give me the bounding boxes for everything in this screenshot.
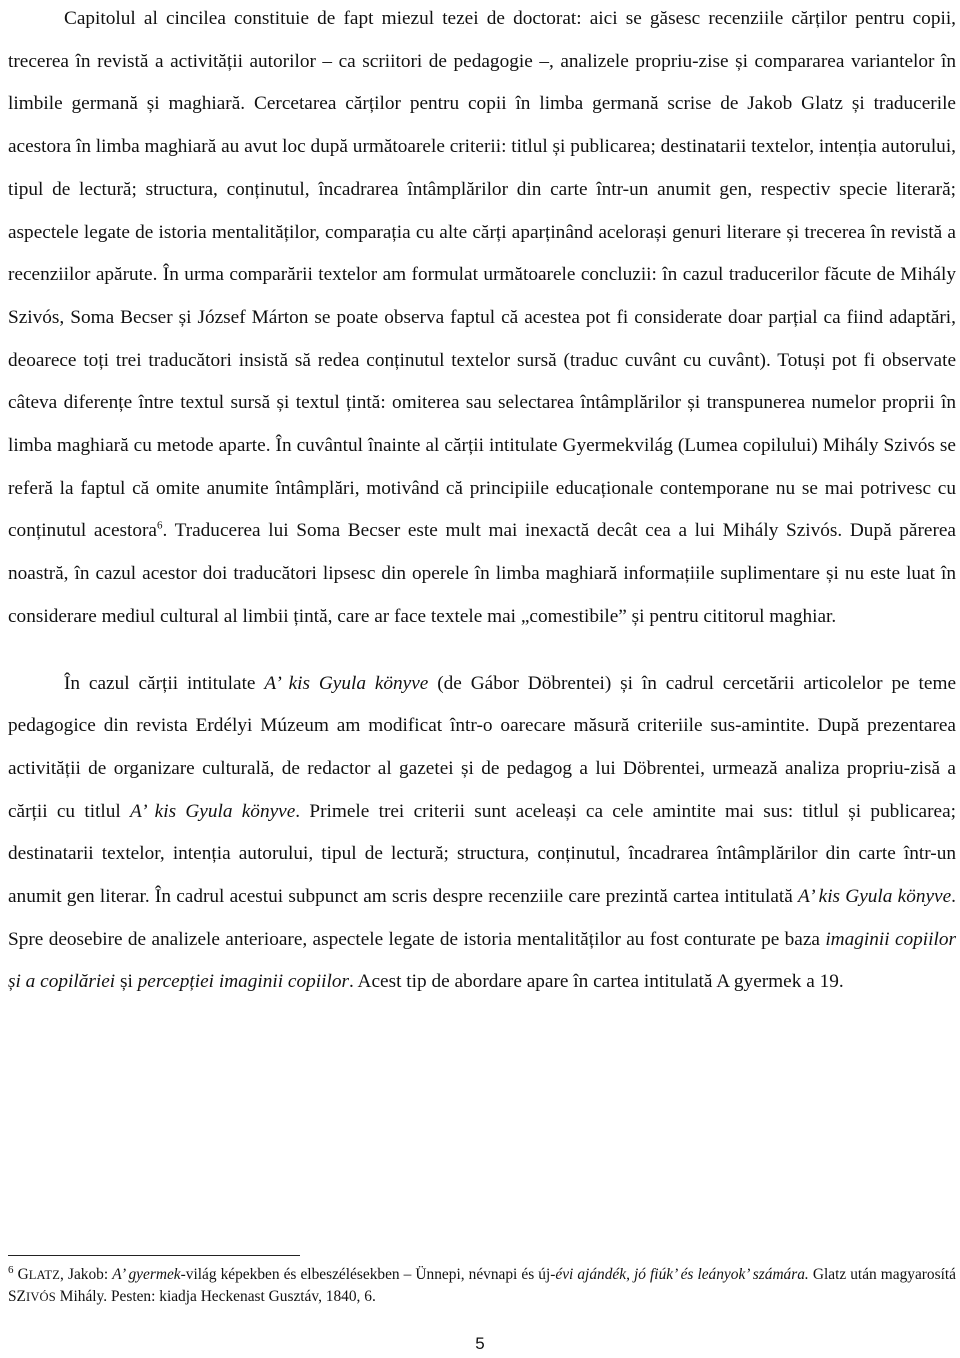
paragraph2-text-5: și <box>115 971 138 993</box>
footnote-title-italic: A’ gyermek <box>112 1266 181 1283</box>
paragraph2-text-1: În cazul cărții intitulate <box>64 672 265 694</box>
emphasis-italic: percepției imaginii copiilor <box>137 971 349 993</box>
footnote-author-initial: G <box>17 1266 29 1283</box>
paragraph2-text-6: . Acest tip de abordare apare în cartea intitulată A gyermek a 19. <box>348 971 844 993</box>
footnote-text-1: , Jakob: <box>60 1266 113 1283</box>
paragraph-dobrentei-analysis <box>8 663 956 1005</box>
emphasis-italic: imaginii copiilor și a copilăriei <box>8 928 957 993</box>
footnote-title-italic: évi ajándék, jó fiúk’ és leányok’ számára. <box>555 1266 809 1283</box>
footnote-translator-initial: SZ <box>8 1288 26 1305</box>
paragraph2-text-2: (de Gábor Döbrentei) și în cadrul cercetării articolelor pe teme pedagogice din revista Erdélyi Múzeum am modificat într-o oarecare măsură criteriile sus-amintite. După prezentarea activității de organizare culturală, de redactor al gazetei și de pedagog a lui Döbrentei, urmează analiza propriu-zisă a cărții cu titlul <box>8 672 957 822</box>
paragraph2-text-4: . Spre deosebire de analizele anterioare, aspectele legate de istoria mentalităților au fost conturate pe baza <box>8 886 956 950</box>
paragraph2-text-3: . Primele trei criterii sunt aceleași ca cele amintite mai sus: titlul și publicarea; destinatarii textelor, intenția autorului, tipul de lectură; structura, conținutul, încadrarea întâmplărilor din carte într-un anumit gen literar. În cadrul acestui subpunct am scris despre recenziile care prezintă cartea intitulată <box>8 800 956 908</box>
paragraph1-text-a: Capitolul al cincilea constituie de fapt miezul tezei de doctorat: aici se găsesc recenziile cărților pentru copii, trecerea în revistă a activității autorilor – ca scriitori de pedagogie –, analizele propriu-zise și compararea variantelor în limbile germană și maghiară. Cercetarea cărților pentru copii în limba germană scrise de Jakob Glatz și traducerile acestora în limba maghiară au avut loc după următoarele criterii: titlul și publicarea; destinatarii textelor, intenția autorului, tipul de lectură; structura, conținutul, încadrarea întâmplărilor din carte într-un anumit gen, respectiv specie literară; aspectele legate de istoria mentalităților, comparația cu alte cărți aparținând acelorași genuri literare și trecerea în revistă a recenziilor apărute. În urma comparării textelor am formulat următoarele concluzii: în cazul traducerilor făcute de Mihály Szivós, Soma Becser și József Márton se poate observa faptul că acestea pot fi considerate doar parțial ca fiind adaptări, deoarece toți trei traducători insistă să redea conținutul textelor sursă (traduc cuvânt cu cuvânt). Totuși pot fi observate câteva diferențe între textul sursă și textul țintă: omiterea sau selectarea întâmplărilor și transpunerea numelor proprii în limba maghiară cu metode aparte. În cuvântul înainte al cărții intitulate Gyermekvilág (Lumea copilului) Mihály Szivós se referă la faptul că omite anumite întâmplări, motivând că principiile educaționale contemporane nu se mai potrivesc cu conținutul acestora <box>8 8 956 542</box>
footnote-translator-smallcaps: IVÓS <box>25 1290 56 1304</box>
book-title-italic: A’ kis Gyula könyve <box>798 886 952 908</box>
page-number: 5 <box>475 1334 485 1353</box>
book-title-italic: A’ kis Gyula könyve <box>264 672 429 694</box>
footnote-6 <box>8 1264 956 1308</box>
footnote-text-3: Glatz után magyarosítá <box>808 1266 957 1283</box>
footnote-author-smallcaps: LATZ <box>28 1268 61 1282</box>
paragraph-chapter-five-summary <box>8 0 956 639</box>
footnote-reference[interactable]: 6 <box>156 520 163 533</box>
document-page <box>8 0 956 1004</box>
footnote-separator <box>8 1255 300 1256</box>
footnote-text-2: -világ képekben és elbeszélésekben – Ünnepi, névnapi és új- <box>180 1266 556 1283</box>
footnote-number: 6 <box>8 1263 14 1276</box>
footnote-text-4: Mihály. Pesten: kiadja Heckenast Gusztáv, 1840, 6. <box>55 1288 376 1305</box>
paragraph1-text-b: . Traducerea lui Soma Becser este mult mai inexactă decât cea a lui Mihály Szivós. După părerea noastră, în cazul acestor doi traducători lipsesc din operele în limba maghiară informațiile suplimentare și nu este luat în considerare mediul cultural al limbii țintă, care ar face textele mai „comestibile” și pentru cititorul maghiar. <box>8 520 956 627</box>
book-title-italic: A’ kis Gyula könyve <box>130 800 296 822</box>
